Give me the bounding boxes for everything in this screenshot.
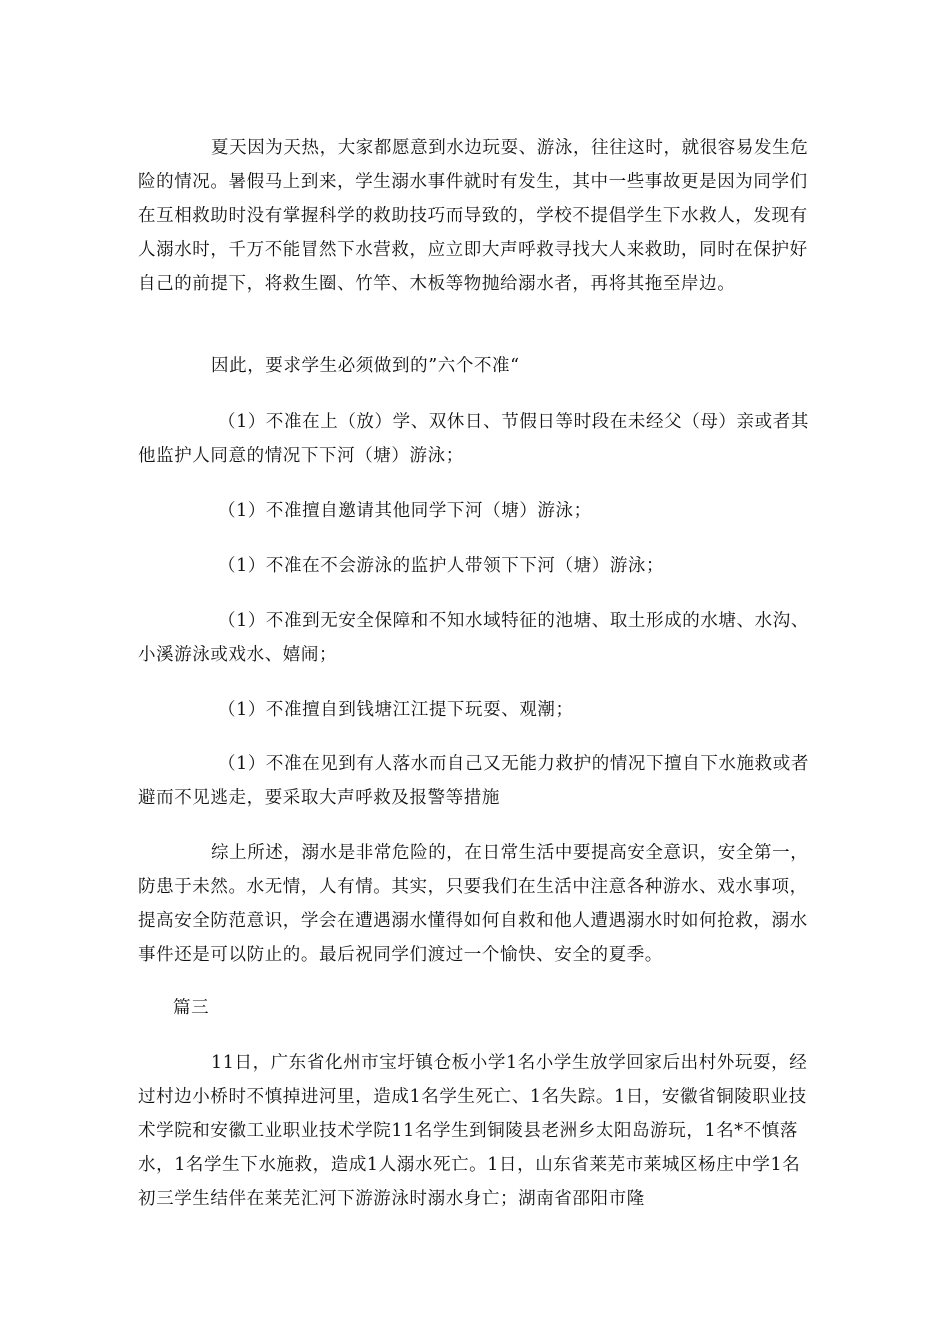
rule-item-5: （1）不准擅自到钱塘江江提下玩耍、观潮； [218, 700, 574, 720]
paragraph-six-rules-intro: 因此，要求学生必须做到的”六个不准“ [211, 356, 520, 376]
rule-item-4: （1）不准到无安全保障和不知水域特征的池塘、取土形成的水塘、水沟、小溪游泳或戏水、嬉闹； [138, 611, 809, 665]
rule-item-1: （1）不准在上（放）学、双休日、节假日等时段在未经父（母）亲或者其他监护人同意的情况下下河（塘）游泳； [138, 412, 809, 466]
section-heading: 篇三 [173, 998, 210, 1018]
paragraph-incidents: 11日，广东省化州市宝圩镇仓板小学1名小学生放学回家后出村外玩耍，经过村边小桥时不慎掉进河里，造成1名学生死亡、1名失踪。1日，安徽省铜陵职业技术学院和安徽工业职业技术学院11名学生到铜陵县老洲乡太阳岛游玩，1名*不慎落水，1名学生下水施救，造成1人溺水死亡。1日，山东省莱芜市莱城区杨庄中学1名初三学生结伴在莱芜汇河下游游泳时溺水身亡；湖南省邵阳市隆 [138, 1053, 808, 1209]
rule-item-3: （1）不准在不会游泳的监护人带领下下河（塘）游泳； [218, 556, 665, 576]
rule-item-2: （1）不准擅自邀请其他同学下河（塘）游泳； [218, 501, 592, 521]
paragraph-conclusion: 综上所述，溺水是非常危险的，在日常生活中要提高安全意识，安全第一，防患于未然。水无情，人有情。其实，只要我们在生活中注意各种游水、戏水事项，提高安全防范意识，学会在遭遇溺水懂得如何自救和他人遭遇溺水时如何抢救，溺水事件还是可以防止的。最后祝同学们渡过一个愉快、安全的夏季。 [138, 843, 809, 965]
rule-item-6: （1）不准在见到有人落水而自己又无能力救护的情况下擅自下水施救或者避而不见逃走，要采取大声呼救及报警等措施 [138, 754, 809, 808]
paragraph-summer-danger: 夏天因为天热，大家都愿意到水边玩耍、游泳，往往这时，就很容易发生危险的情况。暑假马上到来，学生溺水事件就时有发生，其中一些事故更是因为同学们在互相救助时没有掌握科学的救助技巧而导致的，学校不提倡学生下水救人，发现有人溺水时，千万不能冒然下水营救，应立即大声呼救寻找大人来救助，同时在保护好自己的前提下，将救生圈、竹竿、木板等物抛给溺水者，再将其拖至岸边。 [138, 138, 809, 294]
